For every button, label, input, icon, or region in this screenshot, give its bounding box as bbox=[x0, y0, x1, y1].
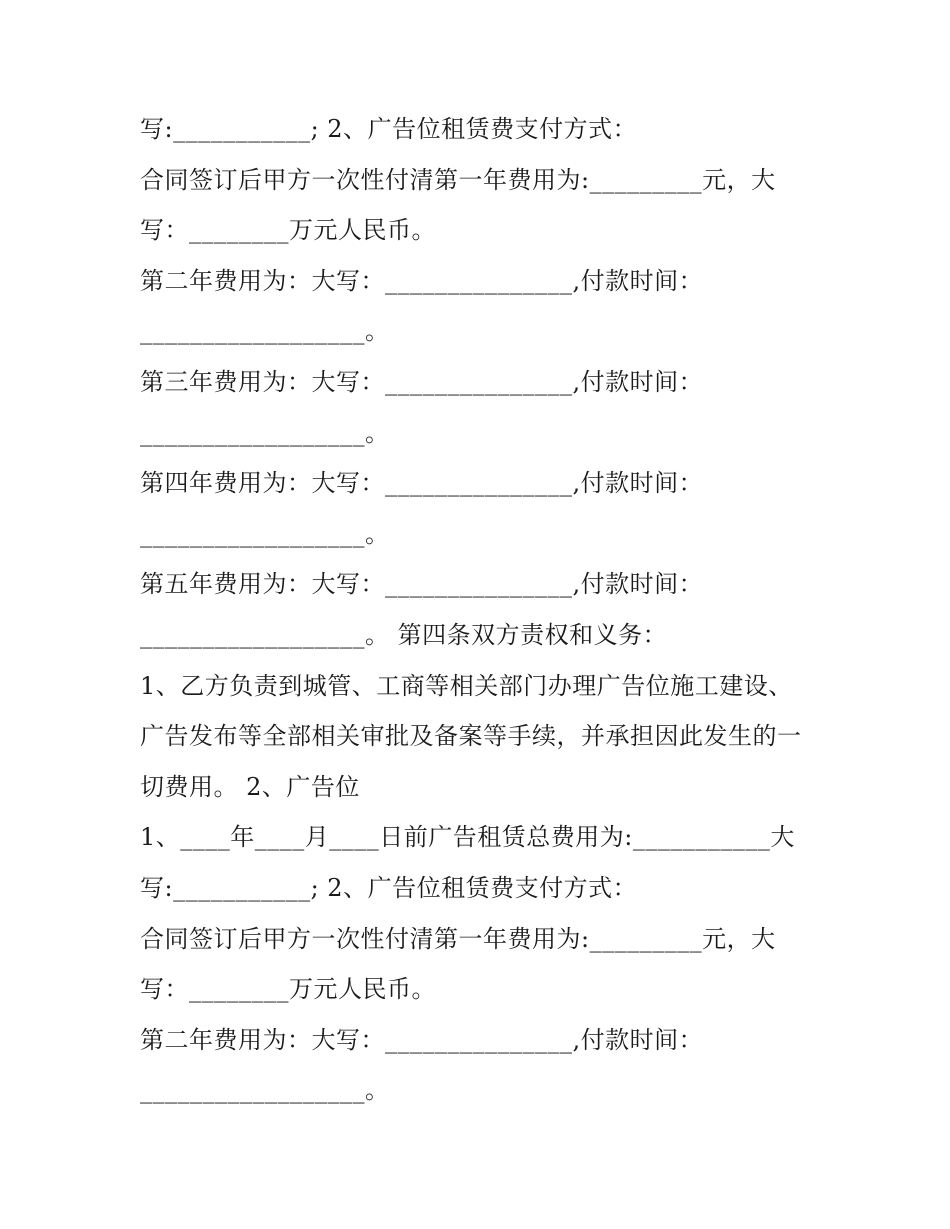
text-line: 合同签订后甲方一次性付清第一年费用为:_________元，大 bbox=[140, 924, 776, 953]
text-line: __________________。 bbox=[140, 1076, 390, 1105]
text-line: 切费用。 2、广告位 bbox=[140, 772, 360, 801]
text-line: 第三年费用为：大写：_______________,付款时间： bbox=[140, 367, 704, 396]
text-line: __________________。 bbox=[140, 317, 390, 346]
text-line: 写：________万元人民币。 bbox=[140, 216, 436, 245]
text-line: 第二年费用为：大写：_______________,付款时间： bbox=[140, 266, 704, 295]
text-line: 写:___________; 2、广告位租赁费支付方式： bbox=[140, 115, 638, 143]
text-line: 1、乙方负责到城管、工商等相关部门办理广告位施工建设、 bbox=[140, 671, 793, 700]
document-body bbox=[140, 109, 830, 1121]
text-line: 合同签订后甲方一次性付清第一年费用为:_________元，大 bbox=[140, 165, 776, 194]
text-line: 1、____年____月____日前广告租赁总费用为:___________大 bbox=[140, 823, 795, 852]
text-line: 第五年费用为：大写：_______________,付款时间： bbox=[140, 570, 704, 599]
text-line: __________________。 bbox=[140, 418, 390, 447]
text-line: 写:___________; 2、广告位租赁费支付方式： bbox=[140, 873, 638, 902]
text-line: 第二年费用为：大写：_______________,付款时间： bbox=[140, 1025, 704, 1054]
text-line: __________________。 bbox=[140, 519, 390, 548]
text-line: __________________。 第四条双方责权和义务： bbox=[140, 620, 668, 649]
text-line: 写：________万元人民币。 bbox=[140, 975, 436, 1004]
text-line: 广告发布等全部相关审批及备案等手续，并承担因此发生的一 bbox=[140, 722, 802, 751]
text-line: 第四年费用为：大写：_______________,付款时间： bbox=[140, 469, 704, 498]
